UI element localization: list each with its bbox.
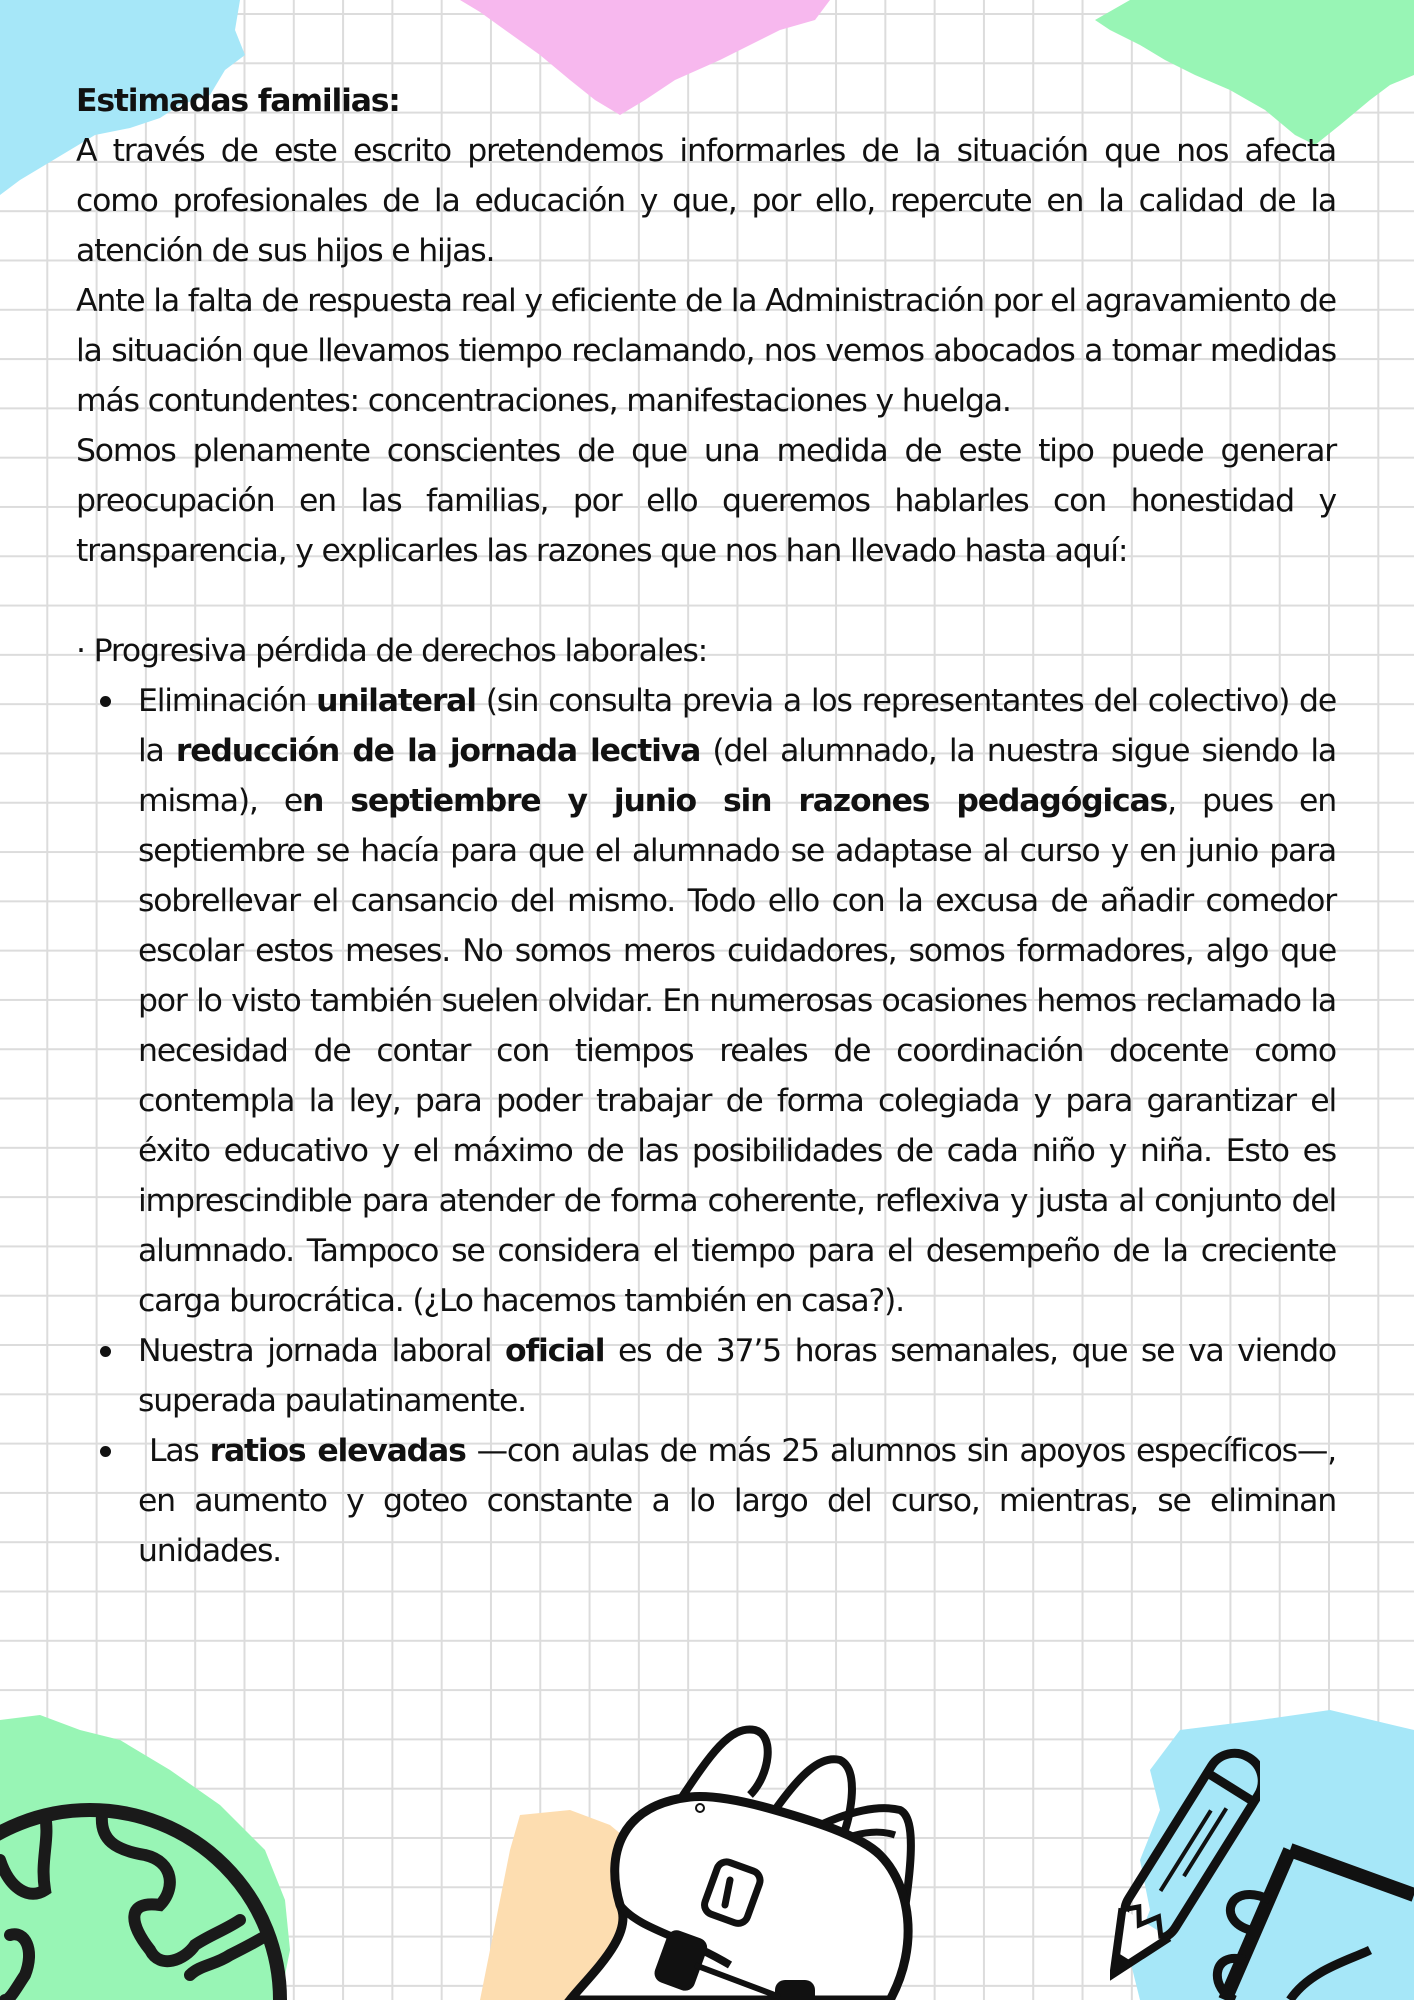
text-run: Las [138,1433,210,1469]
bold-run: reducción de la jornada lectiva [175,733,701,769]
text-run: es de 37’5 horas semanales, que se va viendo superada paulatinamente. [138,1333,1336,1419]
reasons-list [76,676,1336,1576]
paragraph-reasons: Somos plenamente conscientes de que una medida de este tipo puede generar preocupación en las familias, por ello queremos hablarles con honestidad y transparencia, y explicarles las razones que nos han llevado hasta aquí: [76,433,1336,569]
text-run: (sin consulta previa a los representantes del colectivo) de la [138,683,1337,769]
paragraph-intro: A través de este escrito pretendemos informarles de la situación que nos afecta como profesionales de la educación y que, por ello, repercute en la calidad de la atención de sus hijos e hijas. [76,133,1336,269]
list-item [138,676,1336,1326]
text-run: , pues en septiembre se hacía para que el alumnado se adaptase al curso y en junio para sobrellevar el cansancio del mismo. Todo ello con la excusa de añadir comedor escolar estos meses. No somos meros cuidadores, somos formadores, algo que por lo visto también suelen olvidar. En numerosas ocasiones hemos reclamado la necesidad de contar con tiempos reales de coordinación docente como contempla la ley, para poder trabajar de forma colegiada y para garantizar el éxito educativo y el máximo de las posibilidades de cada niño y niña. Esto es imprescindible para atender de forma coherente, reflexiva y justa al conjunto del alumnado. Tampoco se considera el tiempo para el desempeño de la creciente carga burocrática. (¿Lo hacemos también en casa?). [138,783,1337,1319]
bold-run: ratios elevadas [209,1433,466,1469]
bold-run: unilateral [316,683,476,719]
list-item [138,1326,1336,1426]
paragraph-measures: Ante la falta de respuesta real y eficiente de la Administración por el agravamiento de la situación que llevamos tiempo reclamando, nos vemos abocados a tomar medidas más contundentes: concentraciones, manifestaciones y huelga. [76,283,1336,419]
bold-run: n septiembre y junio sin razones pedagógicas [302,783,1168,819]
text-run: (del alumnado, la nuestra sigue siendo la misma), e [138,733,1336,819]
text-run: Nuestra jornada laboral [138,1333,506,1369]
greeting: Estimadas familias: [76,83,400,119]
bold-run: oficial [505,1333,605,1369]
globe-icon [0,1750,300,2000]
text-run: Eliminación [138,683,317,719]
backpack-icon [560,1715,980,2000]
section-heading: · Progresiva pérdida de derechos laborales: [76,633,708,669]
text-run: —con aulas de más 25 alumnos sin apoyos específicos—, en aumento y goteo constante a lo largo del curso, mientras, se eliminan unidades. [138,1433,1336,1569]
letter-body [76,76,1336,1576]
notebook-icon [1210,1840,1414,2000]
spacer [76,576,1336,626]
list-item [138,1426,1336,1576]
